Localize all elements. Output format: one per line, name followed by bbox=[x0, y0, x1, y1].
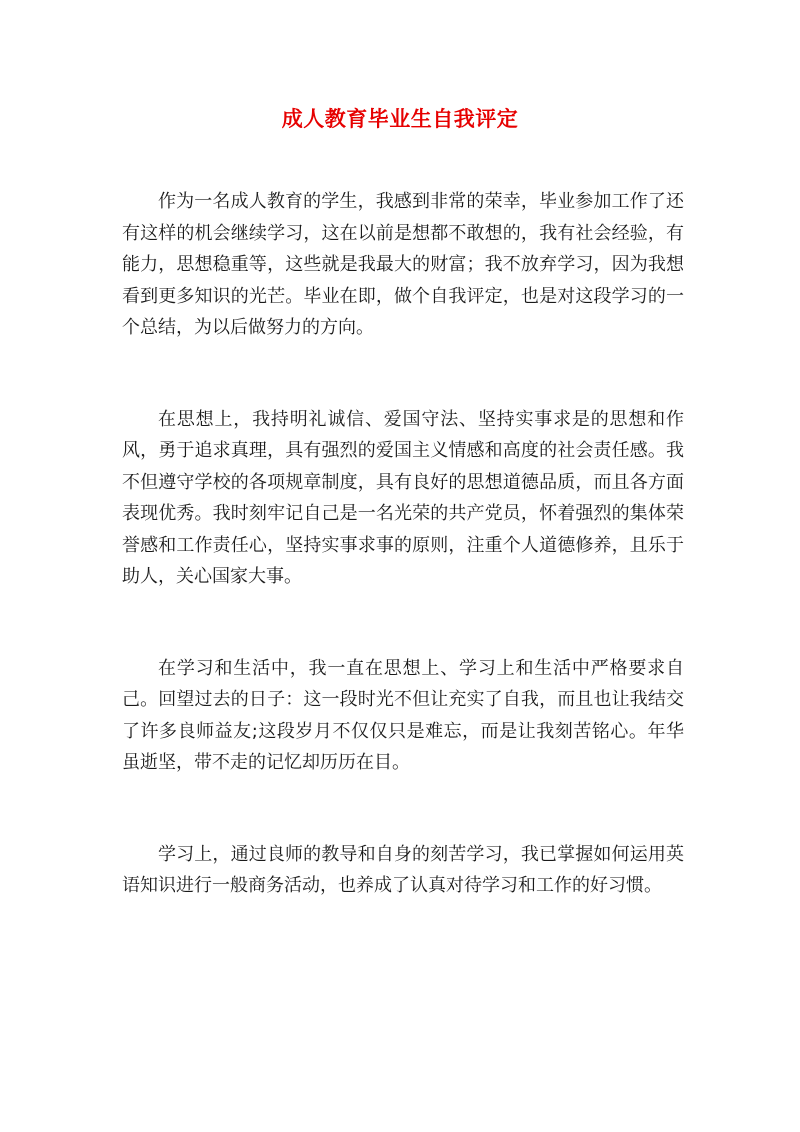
paragraph-3: 在学习和生活中，我一直在思想上、学习上和生活中严格要求自己。回望过去的日子：这一段时光不但让充实了自我，而且也让我结交了许多良师益友;这段岁月不仅仅只是难忘，而是让我刻苦铭心。年华虽逝坚，带不走的记忆却历历在目。 bbox=[122, 657, 684, 773]
document-title: 成人教育毕业生自我评定 bbox=[281, 107, 519, 131]
paragraph-1: 作为一名成人教育的学生，我感到非常的荣幸，毕业参加工作了还有这样的机会继续学习，这在以前是想都不敢想的，我有社会经验，有能力，思想稳重等，这些就是我最大的财富；我不放弃学习，因为我想看到更多知识的光芒。毕业在即，做个自我评定，也是对这段学习的一个总结，为以后做努力的方向。 bbox=[122, 191, 684, 338]
paragraph-2: 在思想上，我持明礼诚信、爱国守法、坚持实事求是的思想和作风，勇于追求真理，具有强烈的爱国主义情感和高度的社会责任感。我不但遵守学校的各项规章制度，具有良好的思想道德品质，而且各方面表现优秀。我时刻牢记自己是一名光荣的共产党员，怀着强烈的集体荣誉感和工作责任心，坚持实事求事的原则，注重个人道德修养，且乐于助人，关心国家大事。 bbox=[122, 408, 684, 587]
paragraph-4: 学习上，通过良师的教导和自身的刻苦学习，我已掌握如何运用英语知识进行一般商务活动，也养成了认真对待学习和工作的好习惯。 bbox=[122, 843, 684, 896]
document-body bbox=[122, 186, 684, 902]
